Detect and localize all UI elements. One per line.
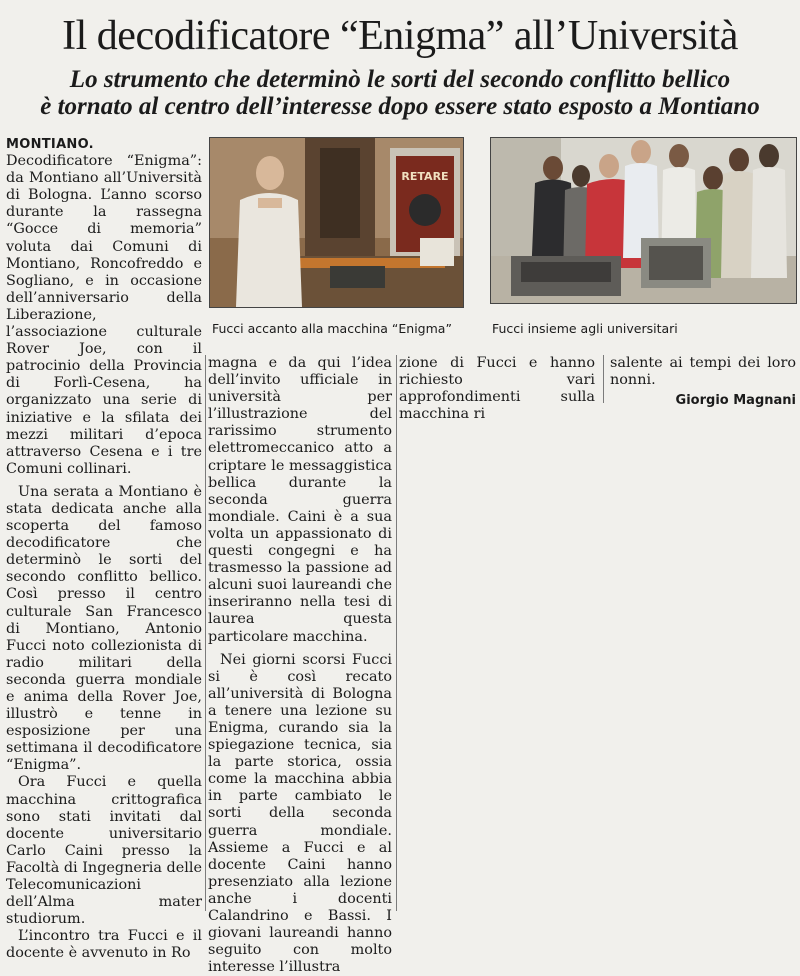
paragraph-1 bbox=[6, 136, 202, 478]
photo-fucci-students-image bbox=[491, 138, 796, 303]
paragraph-8: salente ai tempi dei loro nonni. bbox=[610, 355, 796, 389]
poster-text: RETARE bbox=[401, 170, 449, 183]
paragraph-2: Una serata a Montiano è stata dedicata anche alla scoperta del famoso decodificatore che determinò le sorti del secondo conflitto bellico. Così presso il centro culturale San Francesco di Montiano, Antonio Fucci noto collezionista di radio militari della seconda guerra mondiale e anima della Rover Joe, illustrò e tenne in esposizione per una settimana il decodificatore “Enigma”. bbox=[6, 483, 202, 774]
column-rule bbox=[205, 355, 206, 911]
headline: Il decodificatore “Enigma” all’Università bbox=[62, 13, 738, 59]
dateline: MONTIANO. bbox=[6, 137, 94, 152]
paragraph-6: Nei giorni scorsi Fucci si è così recato all’università di Bologna a tenere una lezione su Enigma, curando sia la spiegazione tecnica, sia la parte storica, ossia come la macchina abbia in parte cambiato le sorti della seconda guerra mondiale. Assieme a Fucci e al docente Caini hanno presenziato alla lezione anche i docenti Calandrino e Bassi. I giovani laureandi hanno seguito con molto interesse l’illustra bbox=[208, 651, 392, 976]
paragraph-5: magna e da qui l’idea dell’invito ufficiale in università per l’illustrazione del rarissimo strumento elettromeccanico atto a criptare le messaggistica bellica durante la seconda guerra mondiale. Caini è a sua volta un appassionato di questi congegni e ha trasmesso la passione ad alcuni suoi laureandi che inseriranno nella tesi di laurea questa particolare macchina. bbox=[208, 355, 392, 645]
text-column-2 bbox=[208, 355, 392, 976]
photo-fucci-enigma-image bbox=[210, 138, 463, 307]
text-column-4 bbox=[610, 355, 796, 415]
paragraph-4: L’incontro tra Fucci e il docente è avvenuto in Ro bbox=[6, 928, 202, 962]
photo-caption-1: Fucci accanto alla macchina “Enigma” bbox=[212, 321, 452, 336]
text-column-3 bbox=[399, 355, 595, 423]
paragraph-7: zione di Fucci e hanno richiesto vari approfondimenti sulla macchina ri bbox=[399, 355, 595, 423]
byline: Giorgio Magnani bbox=[675, 393, 796, 409]
photo-fucci-students bbox=[490, 137, 797, 304]
photo-caption-2: Fucci insieme agli universitari bbox=[492, 321, 678, 336]
paragraph-1-text: Decodificatore “Enigma”: da Montiano all’Università di Bologna. L’anno scorso durante la rassegna “Gocce di memoria” voluta dai Comuni di Montiano, Roncofreddo e Sogliano, e in occasione dell’anniversario della Liberazione, l’associazione culturale Rover Joe, con il patrocinio della Provincia di Forlì-Cesena, ha organizzato una serie di iniziative e la sfilata dei mezzi militari d’epoca attraverso Cesena e i tre Comuni collinari. bbox=[6, 153, 202, 477]
photo-fucci-enigma bbox=[209, 137, 464, 308]
paragraph-3: Ora Fucci e quella macchina crittografica sono stati invitati dal docente universitario Carlo Caini presso la Facoltà di Ingegneria delle Telecomunicazioni dell’Alma mater studiorum. bbox=[6, 774, 203, 928]
text-column-1 bbox=[6, 136, 203, 962]
subhead-line-2: è tornato al centro dell’interesse dopo essere stato esposto a Montiano bbox=[40, 93, 760, 120]
column-rule bbox=[603, 355, 604, 403]
subhead bbox=[0, 66, 800, 120]
subhead-line-1: Lo strumento che determinò le sorti del secondo conflitto bellico bbox=[69, 66, 731, 93]
column-rule bbox=[396, 355, 397, 911]
